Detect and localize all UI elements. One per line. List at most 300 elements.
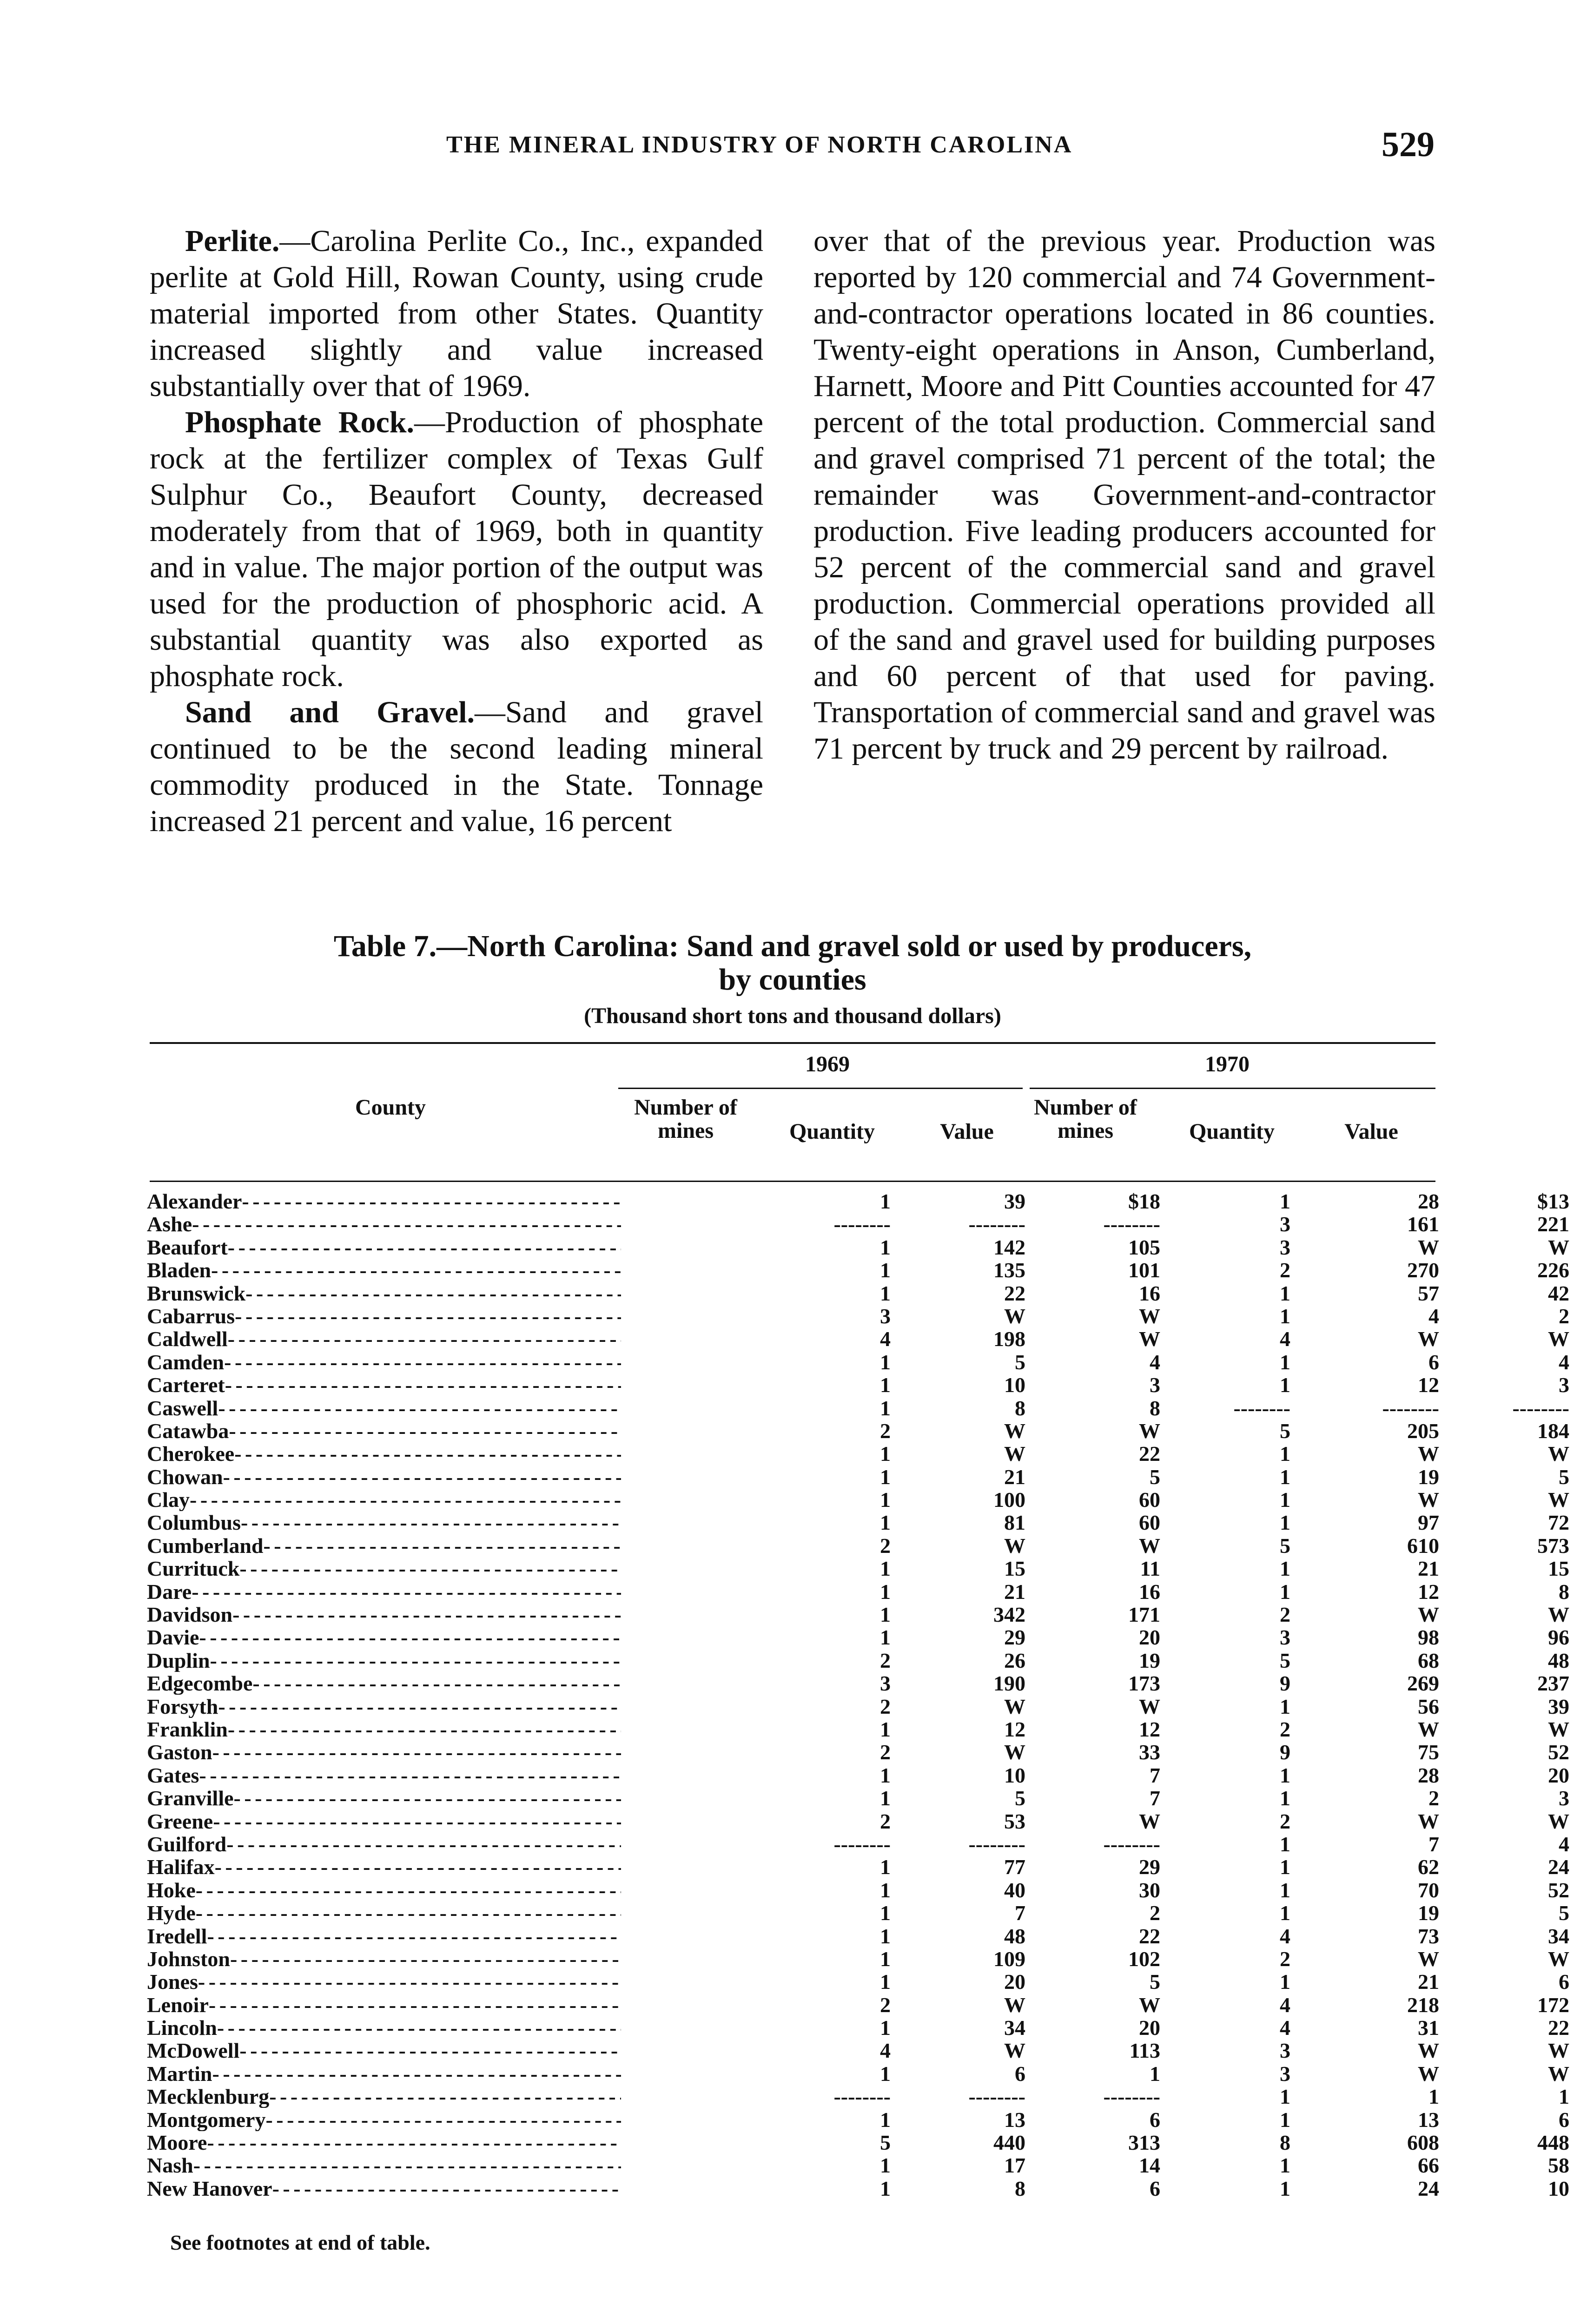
value-1970-cell: 34: [1548, 1924, 1569, 1948]
value-1969-cell: 8: [1150, 1396, 1160, 1420]
value-1969-cell: 113: [1129, 2039, 1160, 2063]
value-1970-cell: --------: [1512, 1396, 1569, 1420]
value-1970-cell: 172: [1537, 1993, 1569, 2017]
table-row: [147, 1511, 1569, 1535]
mines-1970-cell: 3: [1280, 2061, 1290, 2086]
table-row: [147, 2039, 1569, 2063]
quantity-1969-cell: --------: [968, 1832, 1025, 1856]
county-cell: Catawba - - -: [147, 1419, 621, 1442]
county-cell: Jones - - -: [147, 1970, 621, 1993]
table-row: [147, 1832, 1569, 1856]
table-row: [147, 1855, 1569, 1879]
mines-1970-cell: 3: [1280, 2039, 1290, 2063]
mines-1969-cell: 1: [880, 1557, 891, 1581]
quantity-1969-cell: 21: [1004, 1579, 1025, 1604]
value-1970-cell: 39: [1548, 1694, 1569, 1718]
table-row: [147, 2061, 1569, 2086]
table-row: [147, 1488, 1569, 1512]
value-1969-cell: --------: [1103, 2085, 1160, 2109]
value-1970-cell: 6: [1559, 2107, 1569, 2132]
mines-1969-cell: 2: [880, 1694, 891, 1718]
value-1970-cell: W: [1548, 1235, 1569, 1259]
mines-1970-cell: 1: [1280, 1511, 1290, 1535]
table-row: [147, 2107, 1569, 2132]
quantity-1970-cell: 12: [1418, 1579, 1439, 1604]
value-1969-cell: 1: [1150, 2061, 1160, 2086]
value-1969-cell: 6: [1150, 2107, 1160, 2132]
quantity-1969-cell: 17: [1004, 2153, 1025, 2178]
county-cell: Camden - - -: [147, 1351, 621, 1373]
mines-1970-cell: 1: [1280, 2085, 1290, 2109]
value-1969-cell: 16: [1139, 1579, 1160, 1604]
county-cell: Currituck - - -: [147, 1557, 621, 1580]
quantity-1969-cell: W: [1004, 1419, 1025, 1443]
quantity-1969-cell: 39: [1004, 1189, 1025, 1213]
quantity-1969-cell: 21: [1004, 1465, 1025, 1489]
value-1970-cell: 15: [1548, 1557, 1569, 1581]
mines-1970-cell: 1: [1280, 2176, 1290, 2200]
value-1969-cell: 4: [1150, 1350, 1160, 1374]
mines-1969-cell: 1: [880, 1947, 891, 1971]
mines-1969-cell: 1: [880, 1603, 891, 1627]
table-row: [147, 2085, 1569, 2109]
table-row: [147, 1625, 1569, 1650]
mines-1970-cell: 2: [1280, 1603, 1290, 1627]
mines-1970-cell: 8: [1280, 2131, 1290, 2155]
sand-gravel-body: —Sand and gravel continued to be the second leading mineral commodity produced in the State. Tonnage increased 21 percent and value, 16 percent: [150, 695, 763, 838]
quantity-1970-cell: 28: [1418, 1189, 1439, 1213]
county-cell: Lincoln - - -: [147, 2016, 621, 2039]
mines-1970-cell: 1: [1280, 1579, 1290, 1604]
quantity-1969-cell: 29: [1004, 1625, 1025, 1650]
quantity-1969-cell: 109: [993, 1947, 1025, 1971]
mines-1970-cell: 1: [1280, 1832, 1290, 1856]
quantity-1969-cell: W: [1004, 1533, 1025, 1558]
quantity-header-1970: Quantity: [1189, 1119, 1275, 1144]
value-1969-cell: W: [1139, 1304, 1160, 1328]
quantity-header-1969: Quantity: [789, 1119, 875, 1144]
county-header: County: [355, 1095, 426, 1120]
county-cell: Carteret - - -: [147, 1373, 621, 1396]
county-cell: Mecklenburg - - -: [147, 2085, 621, 2108]
mines-1969-cell: 1: [880, 1786, 891, 1810]
table-row: [147, 1258, 1569, 1282]
year-rule-1970: [1030, 1088, 1435, 1089]
value-1970-cell: 24: [1548, 1855, 1569, 1879]
quantity-1969-cell: 8: [1015, 1396, 1025, 1420]
mines-1969-cell: 1: [880, 2176, 891, 2200]
value-1970-cell: 1: [1559, 2085, 1569, 2109]
value-1970-cell: 3: [1559, 1373, 1569, 1397]
running-head: THE MINERAL INDUSTRY OF NORTH CAROLINA: [446, 132, 1073, 158]
mines-1969-cell: 2: [880, 1648, 891, 1672]
county-cell: Chowan - - -: [147, 1466, 621, 1488]
mines-1969-cell: 2: [880, 1740, 891, 1764]
mines-1969-cell: 1: [880, 1901, 891, 1925]
value-1970-cell: 8: [1559, 1579, 1569, 1604]
mines-1969-cell: 1: [880, 1924, 891, 1948]
table-row: [147, 1396, 1569, 1420]
mines-1969-cell: 1: [880, 1373, 891, 1397]
table-row: [147, 1947, 1569, 1971]
mines-1969-cell: 1: [880, 1465, 891, 1489]
county-cell: Cumberland - - -: [147, 1534, 621, 1557]
value-1969-cell: 20: [1139, 1625, 1160, 1650]
value-1970-cell: 448: [1537, 2131, 1569, 2155]
county-cell: McDowell - - -: [147, 2039, 621, 2062]
mines-1970-cell: 1: [1280, 1373, 1290, 1397]
table-row: [147, 1924, 1569, 1948]
quantity-1970-cell: 68: [1418, 1648, 1439, 1672]
value-1970-cell: 573: [1537, 1533, 1569, 1558]
quantity-1970-cell: 218: [1407, 1993, 1439, 2017]
table-row: [147, 1327, 1569, 1351]
table-row: [147, 2153, 1569, 2178]
value-1969-cell: --------: [1103, 1832, 1160, 1856]
value-1970-cell: 5: [1559, 1901, 1569, 1925]
county-cell: Franklin - - -: [147, 1718, 621, 1741]
county-cell: Davidson - - -: [147, 1603, 621, 1626]
quantity-1970-cell: 56: [1418, 1694, 1439, 1718]
quantity-1969-cell: 7: [1015, 1901, 1025, 1925]
mines-1969-cell: 1: [880, 1396, 891, 1420]
quantity-1970-cell: 6: [1428, 1350, 1439, 1374]
value-1969-cell: 14: [1139, 2153, 1160, 2178]
year-1970-header: 1970: [1205, 1052, 1250, 1076]
quantity-1970-cell: 28: [1418, 1763, 1439, 1787]
table-title: [150, 930, 1435, 997]
mines-1969-cell: 1: [880, 1189, 891, 1213]
value-1969-cell: W: [1139, 1419, 1160, 1443]
county-cell: Johnston - - -: [147, 1948, 621, 1970]
county-cell: Caswell - - -: [147, 1397, 621, 1419]
value-1970-cell: W: [1548, 1488, 1569, 1512]
mines-1969-cell: 1: [880, 2016, 891, 2040]
county-cell: Duplin - - -: [147, 1649, 621, 1672]
value-1970-cell: 20: [1548, 1763, 1569, 1787]
header-bottom-rule: [150, 1181, 1435, 1182]
mines-1970-cell: 5: [1280, 1648, 1290, 1672]
table-row: [147, 1740, 1569, 1764]
quantity-1970-cell: 4: [1428, 1304, 1439, 1328]
mines-1970-cell: 1: [1280, 1557, 1290, 1581]
quantity-1969-cell: 10: [1004, 1373, 1025, 1397]
quantity-1969-cell: 135: [993, 1258, 1025, 1282]
mines-1969-cell: 1: [880, 1855, 891, 1879]
mines-1970-cell: 1: [1280, 1970, 1290, 1994]
mines-1970-cell: 5: [1280, 1419, 1290, 1443]
quantity-1970-cell: 57: [1418, 1281, 1439, 1305]
quantity-1970-cell: 98: [1418, 1625, 1439, 1650]
value-1970-cell: 5: [1559, 1465, 1569, 1489]
mines-1969-cell: 1: [880, 1258, 891, 1282]
quantity-1970-cell: 75: [1418, 1740, 1439, 1764]
quantity-1969-cell: 81: [1004, 1511, 1025, 1535]
mines-1969-cell: 1: [880, 1511, 891, 1535]
mines-1970-cell: 3: [1280, 1212, 1290, 1236]
value-1970-cell: W: [1548, 1809, 1569, 1833]
mines-1970-cell: 2: [1280, 1717, 1290, 1741]
county-cell: Ashe - - -: [147, 1213, 621, 1235]
value-1970-cell: 184: [1537, 1419, 1569, 1443]
table-footnote: See footnotes at end of table.: [170, 2231, 430, 2254]
quantity-1970-cell: 24: [1418, 2176, 1439, 2200]
mines-1970-cell: 1: [1280, 1465, 1290, 1489]
value-1969-cell: 2: [1150, 1901, 1160, 1925]
value-1969-cell: 173: [1128, 1671, 1160, 1696]
quantity-1970-cell: 13: [1418, 2107, 1439, 2132]
mines-1970-cell: 1: [1280, 1878, 1290, 1902]
value-1969-cell: W: [1139, 1993, 1160, 2017]
phosphate-paragraph: [150, 404, 763, 694]
quantity-1969-cell: 53: [1004, 1809, 1025, 1833]
quantity-1970-cell: 97: [1418, 1511, 1439, 1535]
value-1969-cell: 60: [1139, 1488, 1160, 1512]
value-1970-cell: 58: [1548, 2153, 1569, 2178]
quantity-1970-cell: 610: [1407, 1533, 1439, 1558]
quantity-1969-cell: 22: [1004, 1281, 1025, 1305]
value-1970-cell: 10: [1548, 2176, 1569, 2200]
table-row: [147, 1717, 1569, 1741]
value-1970-cell: 52: [1548, 1878, 1569, 1902]
mines-1969-cell: --------: [833, 1832, 891, 1856]
mines-1969-cell: 3: [880, 1671, 891, 1696]
quantity-1969-cell: 440: [993, 2131, 1025, 2155]
value-1970-cell: $13: [1537, 1189, 1569, 1213]
year-1969-header: 1969: [805, 1052, 850, 1076]
mines-1970-cell: 4: [1280, 1993, 1290, 2017]
mines-1970-cell: 1: [1280, 1281, 1290, 1305]
mines-1969-cell: 1: [880, 1763, 891, 1787]
mines-1970-cell: 4: [1280, 2016, 1290, 2040]
table-row: [147, 1235, 1569, 1259]
quantity-1969-cell: --------: [968, 1212, 1025, 1236]
value-1970-cell: 6: [1559, 1970, 1569, 1994]
county-cell: Brunswick - - -: [147, 1282, 621, 1305]
quantity-1969-cell: W: [1004, 1694, 1025, 1718]
quantity-1970-cell: 7: [1428, 1832, 1439, 1856]
value-1969-cell: 60: [1139, 1511, 1160, 1535]
quantity-1969-cell: 142: [993, 1235, 1025, 1259]
quantity-1969-cell: W: [1004, 1304, 1025, 1328]
value-1969-cell: 29: [1139, 1855, 1160, 1879]
quantity-1970-cell: 21: [1418, 1970, 1439, 1994]
table-row: [147, 1694, 1569, 1718]
mines-1969-cell: 1: [880, 1579, 891, 1604]
quantity-1969-cell: 26: [1004, 1648, 1025, 1672]
value-1970-cell: 221: [1537, 1212, 1569, 1236]
mines-1969-cell: 1: [880, 1625, 891, 1650]
county-cell: Hoke - - -: [147, 1879, 621, 1901]
mines-1970-cell: 9: [1280, 1671, 1290, 1696]
mines-1969-cell: 5: [880, 2131, 891, 2155]
value-1970-cell: 52: [1548, 1740, 1569, 1764]
mines-1970-cell: 1: [1280, 1901, 1290, 1925]
value-1970-cell: W: [1548, 1603, 1569, 1627]
value-1969-cell: 7: [1150, 1763, 1160, 1787]
quantity-1970-cell: 205: [1407, 1419, 1439, 1443]
mines-1970-cell: 1: [1280, 1786, 1290, 1810]
mines-1970-cell: 1: [1280, 1442, 1290, 1466]
quantity-1970-cell: W: [1418, 2061, 1439, 2086]
value-1969-cell: 313: [1128, 2131, 1160, 2155]
quantity-1970-cell: 12: [1418, 1373, 1439, 1397]
value-1969-cell: W: [1139, 1533, 1160, 1558]
mines-1970-cell: 1: [1280, 2153, 1290, 2178]
county-cell: Forsyth - - -: [147, 1695, 621, 1718]
value-1969-cell: 16: [1139, 1281, 1160, 1305]
mines-1969-cell: 1: [880, 1970, 891, 1994]
quantity-1969-cell: W: [1004, 1442, 1025, 1466]
mines-1969-cell: 3: [880, 1304, 891, 1328]
value-1969-cell: 5: [1150, 1465, 1160, 1489]
quantity-1969-cell: 48: [1004, 1924, 1025, 1948]
table-row: [147, 1419, 1569, 1443]
table-row: [147, 1993, 1569, 2017]
mines-1970-cell: 9: [1280, 1740, 1290, 1764]
quantity-1969-cell: W: [1004, 1740, 1025, 1764]
value-1969-cell: 19: [1139, 1648, 1160, 1672]
perlite-paragraph: [150, 223, 763, 404]
quantity-1970-cell: W: [1418, 1327, 1439, 1351]
county-cell: Iredell - - -: [147, 1925, 621, 1948]
mines-1969-cell: 1: [880, 2153, 891, 2178]
table-row: [147, 1281, 1569, 1305]
quantity-1970-cell: 70: [1418, 1878, 1439, 1902]
quantity-1970-cell: 2: [1428, 1786, 1439, 1810]
value-1970-cell: 226: [1537, 1258, 1569, 1282]
mines-1969-cell: 1: [880, 1235, 891, 1259]
value-1970-cell: 3: [1559, 1786, 1569, 1810]
quantity-1969-cell: 342: [993, 1603, 1025, 1627]
county-cell: Martin - - -: [147, 2062, 621, 2085]
mines-1970-cell: 1: [1280, 2107, 1290, 2132]
county-cell: Beaufort - - -: [147, 1236, 621, 1259]
quantity-1969-cell: 5: [1015, 1786, 1025, 1810]
mines-1969-cell: 1: [880, 1488, 891, 1512]
mines-1969-cell: 1: [880, 1878, 891, 1902]
sand-gravel-heading: Sand and Gravel.: [185, 695, 475, 729]
table-top-rule: [150, 1042, 1435, 1044]
value-1969-cell: W: [1139, 1809, 1160, 1833]
value-1969-cell: 171: [1128, 1603, 1160, 1627]
quantity-1970-cell: W: [1418, 1809, 1439, 1833]
perlite-body: —Carolina Perlite Co., Inc., expanded perlite at Gold Hill, Rowan County, using crude material imported from other States. Quantity increased slightly and value increased substantially over that of 1969.: [150, 224, 763, 403]
value-1970-cell: W: [1548, 1717, 1569, 1741]
value-1969-cell: W: [1139, 1694, 1160, 1718]
quantity-1969-cell: 100: [993, 1488, 1025, 1512]
table-row: [147, 2176, 1569, 2200]
table-title-line1: Table 7.—North Carolina: Sand and gravel sold or used by producers,: [333, 929, 1252, 963]
mines-1969-cell: 1: [880, 2061, 891, 2086]
quantity-1969-cell: 5: [1015, 1350, 1025, 1374]
county-cell: Hyde - - -: [147, 1901, 621, 1924]
quantity-1970-cell: 1: [1428, 2085, 1439, 2109]
table-row: [147, 1442, 1569, 1466]
value-1969-cell: 102: [1128, 1947, 1160, 1971]
table-subtitle: (Thousand short tons and thousand dollars): [584, 1004, 1001, 1028]
table-row: [147, 1671, 1569, 1696]
county-cell: Montgomery - - -: [147, 2108, 621, 2131]
county-cell: Granville - - -: [147, 1787, 621, 1809]
table-row: [147, 2131, 1569, 2155]
value-1969-cell: 12: [1139, 1717, 1160, 1741]
county-cell: Edgecombe - - -: [147, 1672, 621, 1695]
mines-1970-cell: 3: [1280, 1625, 1290, 1650]
quantity-1970-cell: 19: [1418, 1465, 1439, 1489]
table-row: [147, 1373, 1569, 1397]
quantity-1969-cell: 6: [1015, 2061, 1025, 2086]
mines-1969-cell: 4: [880, 1327, 891, 1351]
phosphate-body: —Production of phosphate rock at the fertilizer complex of Texas Gulf Sulphur Co., Beaufort County, decreased moderately from that of 1969, both in quantity and in value. The major portion of the output was used for the production of phosphoric acid. A substantial quantity was also exported as phosphate rock.: [150, 405, 763, 693]
mines-1970-cell: 2: [1280, 1258, 1290, 1282]
mines-1969-cell: 2: [880, 1419, 891, 1443]
quantity-1970-cell: 31: [1418, 2016, 1439, 2040]
value-1970-cell: 42: [1548, 1281, 1569, 1305]
mines-1970-cell: 1: [1280, 1350, 1290, 1374]
quantity-1970-cell: W: [1418, 1442, 1439, 1466]
value-1970-cell: 4: [1559, 1350, 1569, 1374]
quantity-1969-cell: 10: [1004, 1763, 1025, 1787]
mines-1970-cell: 4: [1280, 1327, 1290, 1351]
quantity-1970-cell: 19: [1418, 1901, 1439, 1925]
value-1969-cell: 22: [1139, 1442, 1160, 1466]
table-row: [147, 1533, 1569, 1558]
quantity-1969-cell: 13: [1004, 2107, 1025, 2132]
quantity-1969-cell: W: [1004, 2039, 1025, 2063]
sand-gravel-paragraph: [150, 694, 763, 839]
mines-1970-cell: 1: [1280, 1304, 1290, 1328]
value-1970-cell: W: [1548, 1947, 1569, 1971]
mines-1969-cell: 1: [880, 1717, 891, 1741]
value-header-1970: Value: [1344, 1119, 1398, 1144]
quantity-1970-cell: W: [1418, 1603, 1439, 1627]
table-row: [147, 1763, 1569, 1787]
value-1970-cell: 4: [1559, 1832, 1569, 1856]
mines-1969-cell: 2: [880, 1809, 891, 1833]
mines-1969-cell: 4: [880, 2039, 891, 2063]
table-row: [147, 2016, 1569, 2040]
value-1970-cell: W: [1548, 2061, 1569, 2086]
value-1969-cell: 5: [1150, 1970, 1160, 1994]
mines-1970-cell: 2: [1280, 1809, 1290, 1833]
table-row: [147, 1970, 1569, 1994]
quantity-1969-cell: 8: [1015, 2176, 1025, 2200]
value-1970-cell: 72: [1548, 1511, 1569, 1535]
county-cell: New Hanover - - -: [147, 2177, 621, 2200]
quantity-1970-cell: W: [1418, 1947, 1439, 1971]
value-1969-cell: 20: [1139, 2016, 1160, 2040]
value-1969-cell: W: [1139, 1327, 1160, 1351]
county-cell: Guilford - - -: [147, 1833, 621, 1855]
mines-1969-cell: 1: [880, 1442, 891, 1466]
value-1970-cell: 48: [1548, 1648, 1569, 1672]
mines-1970-cell: 1: [1280, 1189, 1290, 1213]
table-row: [147, 1878, 1569, 1902]
quantity-1970-cell: W: [1418, 1717, 1439, 1741]
quantity-1970-cell: W: [1418, 1488, 1439, 1512]
value-1970-cell: 22: [1548, 2016, 1569, 2040]
mines-1969-cell: --------: [833, 1212, 891, 1236]
value-1969-cell: 22: [1139, 1924, 1160, 1948]
mines-1969-cell: 1: [880, 2107, 891, 2132]
quantity-1970-cell: 66: [1418, 2153, 1439, 2178]
value-1970-cell: 237: [1537, 1671, 1569, 1696]
county-cell: Cherokee - - -: [147, 1442, 621, 1465]
table-row: [147, 1809, 1569, 1833]
phosphate-heading: Phosphate Rock.: [185, 405, 414, 439]
county-cell: Halifax - - -: [147, 1855, 621, 1878]
